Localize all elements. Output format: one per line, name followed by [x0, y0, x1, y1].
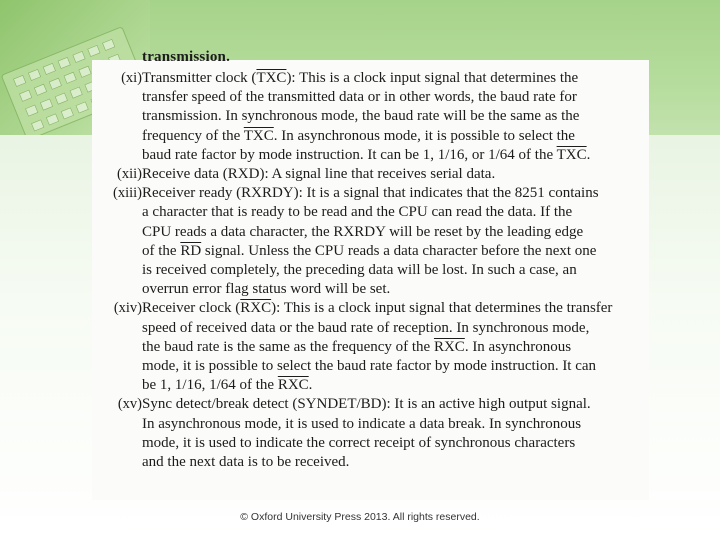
item-text [142, 299, 644, 395]
item-number: (xi) [121, 70, 142, 86]
text-line: and the next data is to be received. [142, 454, 350, 471]
list-item [104, 165, 644, 184]
text-line: be 1, 1/16, 1/64 of the $\overline{RXC}$. [142, 377, 313, 394]
list-item [104, 184, 644, 299]
item-text [142, 165, 644, 184]
scanned-page [92, 49, 649, 500]
item-text [142, 69, 644, 165]
entry-list [104, 69, 644, 472]
text-line: In asynchronous mode, it is used to indicate a data break. In synchronous [142, 415, 582, 432]
text-line: overrun error flag status word will be set. [142, 281, 391, 298]
text-line: Receive data (RXD): A signal line that receives serial data. [142, 166, 496, 183]
text-line: of the $\overline{RD}$ signal. Unless the CPU reads a data character before the next one [142, 242, 597, 259]
overlined-signal: $\overline{RD}$ [180, 242, 202, 259]
text-line: mode, it is possible to select the baud rate factor by mode instruction. It can [142, 358, 597, 375]
item-number: (xv) [117, 396, 142, 413]
text-line: Receiver clock $(\overline{RXC})$: This is a clock input signal that determines the transfer [142, 300, 613, 317]
overlined-signal: $\overline{RXC}$ [277, 377, 309, 394]
item-text [142, 395, 644, 472]
text-line: Receiver ready (RXRDY): It is a signal that indicates that the 8251 contains [142, 185, 599, 202]
text-line: baud rate factor by mode instruction. It can be 1, 1/16, or 1/64 of the $\overline{TXC}$. [142, 146, 591, 163]
list-item [104, 395, 644, 472]
text-line: is received completely, the preceding data will be lost. In such a case, an [142, 262, 577, 279]
text-line: Transmitter clock $(\overline{TXC})$: This is a clock input signal that determines the [142, 70, 579, 86]
list-item [104, 69, 644, 165]
overlined-signal: $\overline{TXC}$ [556, 146, 587, 163]
item-number: (xii) [117, 166, 142, 183]
text-line: frequency of the $\overline{TXC}$. In asynchronous mode, it is possible to select the [142, 127, 575, 144]
clipped-top-text: transmission. [142, 49, 231, 65]
overlined-signal: $\overline{RXC}$ [433, 338, 465, 355]
item-number: (xiv) [113, 300, 142, 317]
list-item [104, 299, 644, 395]
text-line: the baud rate is the same as the frequency of the $\overline{RXC}$. In asynchronous [142, 338, 572, 355]
text-line: speed of received data or the baud rate of reception. In synchronous mode, [142, 319, 590, 336]
text-line: a character that is ready to be read and the CPU can read the data. If the [142, 204, 573, 221]
item-text [142, 184, 644, 299]
overlined-signal: $\overline{TXC}$ [256, 70, 287, 86]
text-line: transfer speed of the transmitted data or in other words, the baud rate for [142, 89, 577, 106]
overlined-signal: $\overline{TXC}$ [243, 127, 274, 144]
text-line: transmission. In synchronous mode, the baud rate will be the same as the [142, 108, 580, 125]
text-line: mode, it is used to indicate the correct receipt of synchronous characters [142, 434, 576, 451]
overlined-signal: $\overline{RXC}$ [240, 300, 272, 317]
item-number: (xiii) [113, 185, 142, 202]
text-line: Sync detect/break detect (SYNDET/BD): It is an active high output signal. [142, 396, 591, 413]
copyright-notice: © Oxford University Press 2013. All rights reserved. [240, 511, 480, 523]
text-line: CPU reads a data character, the RXRDY will be reset by the leading edge [142, 223, 584, 240]
